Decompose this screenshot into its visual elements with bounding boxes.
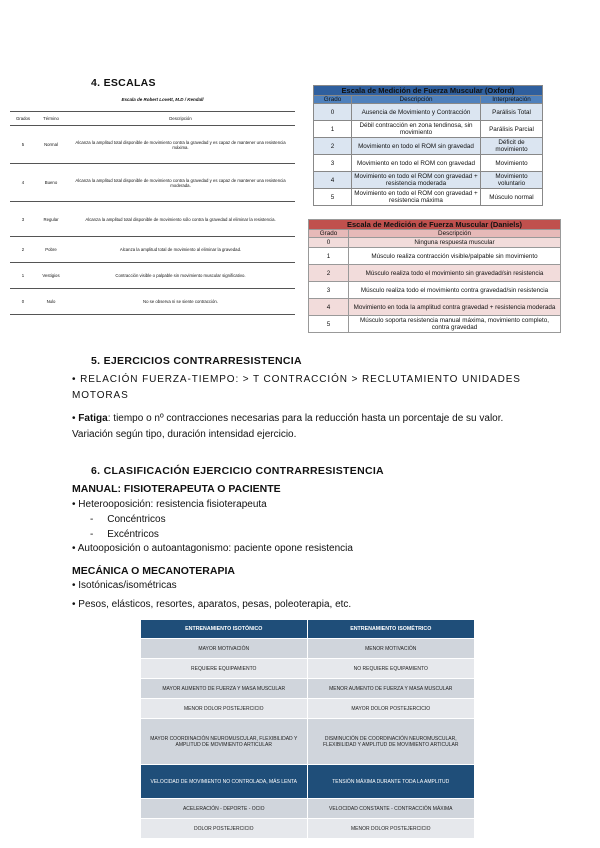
lovett-grade: 2 xyxy=(10,237,36,263)
fatigue-label: Fatiga xyxy=(78,413,108,424)
eccentric-label: Excéntricos xyxy=(107,529,159,540)
section-6-heading: 6. CLASIFICACIÓN EJERCICIO CONTRARRESISTENCIA xyxy=(91,465,384,477)
daniels-grade: 1 xyxy=(309,248,349,265)
daniels-desc: Músculo realiza contracción visible/palpable sin movimiento xyxy=(349,248,561,265)
table-row xyxy=(314,121,543,138)
table-row xyxy=(10,126,295,164)
oxford-grade: 4 xyxy=(314,172,352,189)
daniels-desc: Músculo soporta resistencia manual máxima, movimiento completo, contra gravedad xyxy=(349,316,561,333)
lovett-term: Nulo xyxy=(36,289,66,315)
mechanical-heading: MECÁNICA O MECANOTERAPIA xyxy=(72,565,235,577)
daniels-desc: Músculo realiza todo el movimiento sin gravedad/sin resistencia xyxy=(349,265,561,282)
table-row xyxy=(314,155,543,172)
oxford-desc: Movimiento en todo el ROM con gravedad + resistencia moderada xyxy=(352,172,481,189)
table-row xyxy=(141,679,474,698)
lovett-grade: 4 xyxy=(10,164,36,202)
isotonic-cell: MAYOR MOTIVACIÓN xyxy=(141,639,308,658)
oxford-scale-table xyxy=(313,85,543,206)
table-row xyxy=(141,819,474,838)
lovett-scale-table xyxy=(10,97,295,307)
lovett-term: Regular xyxy=(36,202,66,237)
lovett-desc: No se observa ni se siente contracción. xyxy=(66,289,295,315)
lovett-term: Bueno xyxy=(36,164,66,202)
lovett-header: Descripción xyxy=(66,112,295,126)
table-row xyxy=(314,189,543,206)
daniels-grade: 0 xyxy=(309,238,349,248)
lovett-header: Grados xyxy=(10,112,36,126)
daniels-header: Descripción xyxy=(349,230,561,238)
table-row xyxy=(141,659,474,678)
isotonic-cell: ACELERACIÓN - DEPORTE - OCIO xyxy=(141,799,308,818)
isometric-cell: TENSIÓN MÁXIMA DURANTE TODA LA AMPLITUD xyxy=(308,765,475,798)
isometric-header: ENTRENAMIENTO ISOMÉTRICO xyxy=(308,620,475,638)
isotonic-cell: MAYOR AUMENTO DE FUERZA Y MASA MUSCULAR xyxy=(141,679,308,698)
table-row xyxy=(309,265,561,282)
table-row xyxy=(141,699,474,718)
oxford-desc: Ausencia de Movimiento y Contracción xyxy=(352,104,481,121)
lovett-header: Término xyxy=(36,112,66,126)
section-4-heading: 4. ESCALAS xyxy=(91,77,156,89)
lovett-desc: Contracción visible o palpable sin movimiento muscular significativo. xyxy=(66,263,295,289)
eccentric-text xyxy=(90,527,159,542)
isotonic-cell: MAYOR COORDINACIÓN NEUROMUSCULAR, FLEXIBILIDAD Y AMPLITUD DE MOVIMIENTO ARTICULAR xyxy=(141,719,308,764)
table-row xyxy=(309,282,561,299)
oxford-interp: Déficit de movimiento xyxy=(481,138,543,155)
oxford-grade: 1 xyxy=(314,121,352,138)
daniels-desc: Músculo realiza todo el movimiento contra gravedad/sin resistencia xyxy=(349,282,561,299)
isotonic-cell: REQUIERE EQUIPAMIENTO xyxy=(141,659,308,678)
oxford-interp: Parálisis Total xyxy=(481,104,543,121)
table-row xyxy=(10,289,295,315)
table-row xyxy=(141,765,474,798)
fatigue-definition: : tiempo o nº contracciones necesarias para la reducción hasta un porcentaje de su valor. Variación según tipo, duración intensidad ejercicio. xyxy=(72,413,504,440)
lovett-scale-title: Escala de Robert Lovett, M.D / Kendall xyxy=(121,97,204,102)
oxford-grade: 5 xyxy=(314,189,352,206)
table-row xyxy=(309,316,561,333)
table-row xyxy=(141,639,474,658)
daniels-grade: 4 xyxy=(309,299,349,316)
dash-bullet: - xyxy=(90,514,108,525)
daniels-title: Escala de Medición de Fuerza Muscular (Daniels) xyxy=(309,220,561,230)
concentric-text xyxy=(90,512,166,527)
lovett-desc: Alcanza la amplitud total disponible de movimiento sólo contra la gravedad al eliminar la resistencia. xyxy=(66,202,295,237)
training-comparison-table xyxy=(141,619,474,839)
oxford-title: Escala de Medición de Fuerza Muscular (Oxford) xyxy=(314,86,543,96)
lovett-grade: 3 xyxy=(10,202,36,237)
oxford-header: Interpretación xyxy=(481,96,543,104)
hetero-text: • Heterooposición: resistencia fisioterapeuta xyxy=(72,499,267,510)
oxford-interp: Músculo normal xyxy=(481,189,543,206)
lovett-grade: 0 xyxy=(10,289,36,315)
dash-bullet: - xyxy=(90,529,108,540)
isometric-cell: DISMINUCIÓN DE COORDINACIÓN NEUROMUSCULAR, FLEXIBILIDAD Y AMPLITUD DE MOVIMIENTO ARTICULAR xyxy=(308,719,475,764)
oxford-header: Descripción xyxy=(352,96,481,104)
table-row xyxy=(141,799,474,818)
isometric-cell: MAYOR DOLOR POSTEJERCICIO xyxy=(308,699,475,718)
isotonic-cell: VELOCIDAD DE MOVIMIENTO NO CONTROLADA, MÁS LENTA xyxy=(141,765,308,798)
fatigue-text: • Fatiga: tiempo o nº contracciones necesarias para la reducción hasta un porcentaje de su valor. Variación según tipo, duración intensidad ejercicio. xyxy=(72,413,504,440)
oxford-header: Grado xyxy=(314,96,352,104)
oxford-interp: Parálisis Parcial xyxy=(481,121,543,138)
table-row xyxy=(10,164,295,202)
table-row xyxy=(314,138,543,155)
oxford-desc: Movimiento en todo el ROM con gravedad xyxy=(352,155,481,172)
lovett-header-row xyxy=(10,112,295,126)
lovett-desc: Alcanza la amplitud total disponible de movimiento contra la gravedad y es capaz de mantener una resistencia moderada. xyxy=(66,164,295,202)
manual-heading: MANUAL: FISIOTERAPEUTA O PACIENTE xyxy=(72,483,281,495)
daniels-desc: Ninguna respuesta muscular xyxy=(349,238,561,248)
lovett-desc: Alcanza la amplitud total disponible de movimiento contra la gravedad y es capaz de mantener una resistencia máxima. xyxy=(66,126,295,164)
table-row xyxy=(10,202,295,237)
daniels-grade: 5 xyxy=(309,316,349,333)
isotonic-header: ENTRENAMIENTO ISOTÓNICO xyxy=(141,620,308,638)
oxford-desc: Movimiento en todo el ROM sin gravedad xyxy=(352,138,481,155)
isometric-cell: MENOR MOTIVACIÓN xyxy=(308,639,475,658)
daniels-grade: 2 xyxy=(309,265,349,282)
oxford-grade: 2 xyxy=(314,138,352,155)
oxford-desc: Movimiento en todo el ROM con gravedad + resistencia máxima xyxy=(352,189,481,206)
lovett-table xyxy=(10,111,295,315)
force-time-text: • RELACIÓN FUERZA-TIEMPO: > T CONTRACCIÓN > RECLUTAMIENTO UNIDADES MOTORAS xyxy=(72,374,521,401)
oxford-grade: 0 xyxy=(314,104,352,121)
oxford-grade: 3 xyxy=(314,155,352,172)
lovett-term: Pobre xyxy=(36,237,66,263)
auto-text: • Autooposición o autoantagonismo: paciente opone resistencia xyxy=(72,543,353,554)
concentric-label: Concéntricos xyxy=(107,514,166,525)
daniels-desc: Movimiento en toda la amplitud contra gravedad + resistencia moderada xyxy=(349,299,561,316)
table-row xyxy=(309,248,561,265)
table-row xyxy=(309,299,561,316)
isometric-cell: MENOR AUMENTO DE FUERZA Y MASA MUSCULAR xyxy=(308,679,475,698)
oxford-desc: Débil contracción en zona tendinosa, sin movimiento xyxy=(352,121,481,138)
lovett-term: Vestigios xyxy=(36,263,66,289)
table-row xyxy=(10,237,295,263)
section-5-heading: 5. EJERCICIOS CONTRARRESISTENCIA xyxy=(91,355,302,367)
table-row xyxy=(314,172,543,189)
isotonic-text: • Isotónicas/isométricas xyxy=(72,580,177,591)
table-row xyxy=(141,719,474,764)
lovett-term: Normal xyxy=(36,126,66,164)
isometric-cell: NO REQUIERE EQUIPAMIENTO xyxy=(308,659,475,678)
lovett-grade: 5 xyxy=(10,126,36,164)
daniels-scale-table xyxy=(308,219,561,333)
table-row xyxy=(314,104,543,121)
table-row xyxy=(10,263,295,289)
isometric-cell: VELOCIDAD CONSTANTE - CONTRACCIÓN MÁXIMA xyxy=(308,799,475,818)
isotonic-cell: MENOR DOLOR POSTEJERCICIO xyxy=(141,699,308,718)
oxford-interp: Movimiento xyxy=(481,155,543,172)
isotonic-cell: DOLOR POSTEJERCICIO xyxy=(141,819,308,838)
daniels-header: Grado xyxy=(309,230,349,238)
lovett-grade: 1 xyxy=(10,263,36,289)
lovett-desc: Alcanza la amplitud total de movimiento al eliminar la gravedad. xyxy=(66,237,295,263)
daniels-grade: 3 xyxy=(309,282,349,299)
isometric-cell: MENOR DOLOR POSTEJERCICIO xyxy=(308,819,475,838)
oxford-interp: Movimiento voluntario xyxy=(481,172,543,189)
table-row xyxy=(309,238,561,248)
weights-text: • Pesos, elásticos, resortes, aparatos, pesas, poleoterapia, etc. xyxy=(72,599,352,610)
